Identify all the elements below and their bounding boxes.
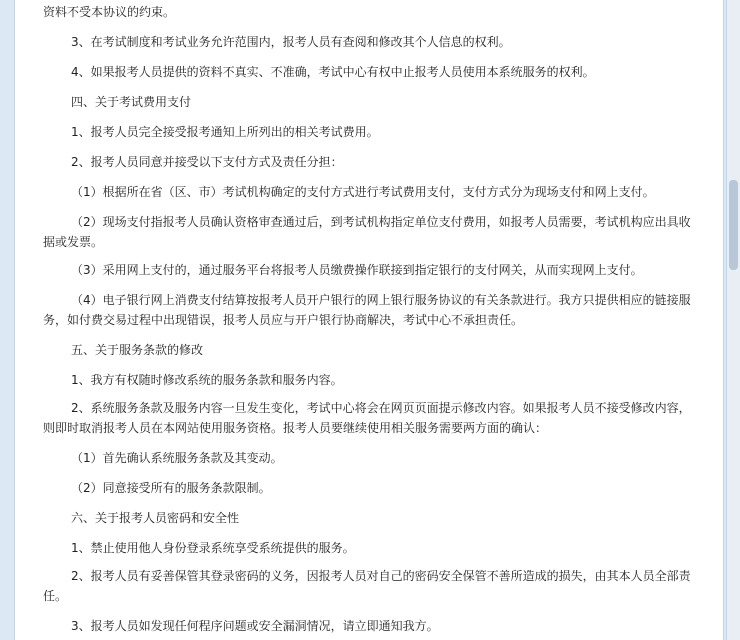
paragraph-line: 3、在考试制度和考试业务允许范围内，报考人员有查阅和修改其个人信息的权利。 (71, 35, 511, 49)
paragraph-line: （4）电子银行网上消费支付结算按报考人员开户银行的网上银行服务协议的有关条款进行。我方只提供相应的链接服 (71, 293, 691, 307)
paragraph-line: 1、禁止使用他人身份登录系统享受系统提供的服务。 (71, 541, 355, 555)
section-heading: 四、关于考试费用支付 (71, 95, 192, 109)
vertical-scrollbar[interactable] (726, 0, 740, 640)
paragraph-line: （2）同意接受所有的服务条款限制。 (71, 481, 271, 495)
paragraph-line: 2、报考人员有妥善保管其登录密码的义务，因报考人员对自己的密码安全保管不善所造成的损失，由其本人员全部责 (71, 569, 691, 583)
paragraph-line: 1、我方有权随时修改系统的服务条款和服务内容。 (71, 373, 343, 387)
paragraph-line: 务，如付费交易过程中出现错误，报考人员应与开户银行协商解决，考试中心不承担责任。 (43, 313, 524, 327)
section-heading: 五、关于服务条款的修改 (71, 343, 204, 357)
paragraph-line: （2）现场支付指报考人员确认资格审查通过后，到考试机构指定单位支付费用，如报考人员需要，考试机构应出具收 (71, 215, 691, 229)
paragraph-line: 据或发票。 (43, 235, 104, 249)
paragraph-line: 资料不受本协议的约束。 (43, 5, 176, 19)
paragraph-line: 4、如果报考人员提供的资料不真实、不准确，考试中心有权中止报考人员使用本系统服务的权利。 (71, 65, 595, 79)
agreement-document (14, 0, 724, 640)
paragraph-line: （1）根据所在省（区、市）考试机构确定的支付方式进行考试费用支付，支付方式分为现场支付和网上支付。 (71, 185, 655, 199)
paragraph-line: 3、报考人员如发现任何程序问题或安全漏洞情况，请立即通知我方。 (71, 619, 439, 633)
paragraph-line: 任。 (43, 589, 68, 603)
paragraph-line: 1、报考人员完全接受报考通知上所列出的相关考试费用。 (71, 125, 379, 139)
paragraph-line: （1）首先确认系统服务条款及其变动。 (71, 451, 283, 465)
paragraph-line: 2、报考人员同意并接受以下支付方式及责任分担： (71, 155, 343, 169)
scrollbar-thumb[interactable] (729, 180, 738, 270)
section-heading: 六、关于报考人员密码和安全性 (71, 511, 240, 525)
paragraph-line: 则即时取消报考人员在本网站使用服务资格。报考人员要继续使用相关服务需要两方面的确认： (43, 421, 548, 435)
paragraph-line: （3）采用网上支付的，通过服务平台将报考人员缴费操作联接到指定银行的支付网关，从而实现网上支付。 (71, 263, 643, 277)
paragraph-line: 2、系统服务条款及服务内容一旦发生变化，考试中心将会在网页页面提示修改内容。如果报考人员不接受修改内容， (71, 401, 691, 415)
